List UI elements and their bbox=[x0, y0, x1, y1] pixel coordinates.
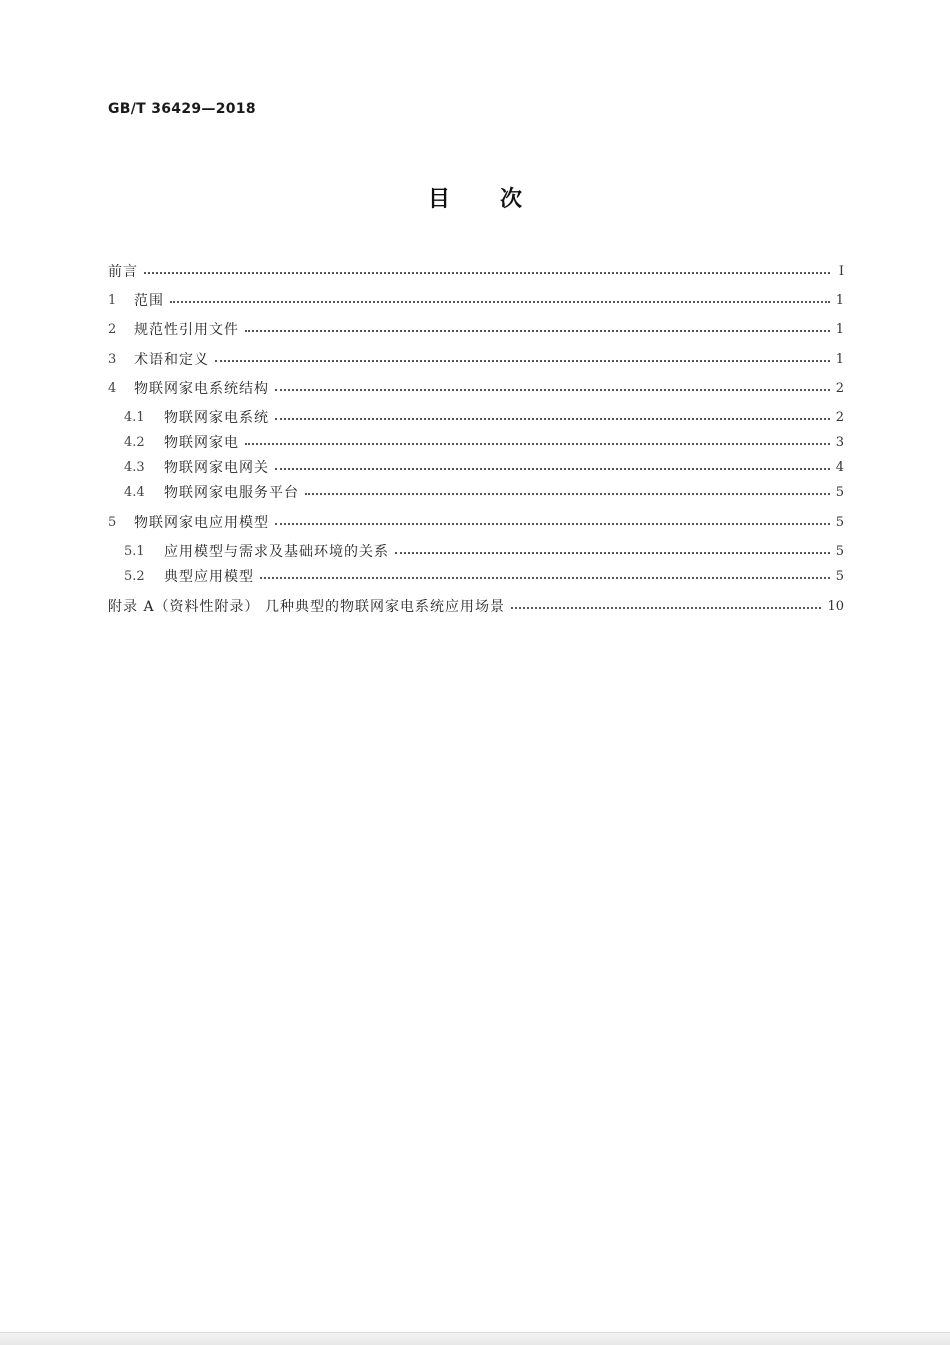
dot-leader bbox=[260, 577, 830, 579]
toc-entry-page: 1 bbox=[835, 292, 844, 308]
toc-entry-label: 物联网家电服务平台 bbox=[164, 485, 299, 501]
toc-entry-number: 3 bbox=[108, 351, 117, 367]
toc-entry-4-4[interactable] bbox=[124, 482, 844, 502]
toc-entry-page: 5 bbox=[835, 484, 844, 500]
toc-entry-number: 4.1 bbox=[124, 409, 145, 425]
toc-entry-page: 3 bbox=[835, 434, 844, 450]
toc-entry-label: 典型应用模型 bbox=[164, 569, 254, 585]
page-bottom-edge bbox=[0, 1332, 950, 1345]
toc-entry-page: Ⅰ bbox=[838, 263, 844, 279]
dot-leader bbox=[395, 552, 830, 554]
toc-entry-number: 4.4 bbox=[124, 484, 145, 500]
page-title bbox=[0, 182, 950, 213]
toc-entry-4-3[interactable] bbox=[124, 457, 844, 477]
dot-leader bbox=[170, 301, 830, 303]
page-title-left: 目 bbox=[427, 187, 450, 212]
toc-entry-page: 1 bbox=[835, 351, 844, 367]
toc-entry-label: 规范性引用文件 bbox=[134, 322, 239, 338]
page-title-right: 次 bbox=[500, 187, 523, 212]
toc-entry-label: 术语和定义 bbox=[134, 352, 209, 368]
toc-entry-5[interactable] bbox=[108, 512, 844, 532]
toc-entry-label: 物联网家电应用模型 bbox=[134, 515, 269, 531]
toc-entry-page: 4 bbox=[835, 459, 844, 475]
toc-entry-page: 5 bbox=[835, 514, 844, 530]
toc-entry-number: 2 bbox=[108, 321, 117, 337]
toc-entry-page: 5 bbox=[835, 543, 844, 559]
toc-entry-page: 5 bbox=[835, 568, 844, 584]
toc-entry-number: 5.2 bbox=[124, 568, 145, 584]
toc-entry-number: 4.2 bbox=[124, 434, 145, 450]
toc-entry-page: 2 bbox=[835, 380, 844, 396]
dot-leader bbox=[511, 607, 821, 609]
toc-entry-number: 4.3 bbox=[124, 459, 145, 475]
toc-entry-number: 5 bbox=[108, 514, 117, 530]
dot-leader bbox=[245, 443, 830, 445]
toc-entry-2[interactable] bbox=[108, 319, 844, 339]
toc-entry-label: 范围 bbox=[134, 293, 164, 309]
dot-leader bbox=[144, 272, 830, 274]
toc-entry-label: 物联网家电 bbox=[164, 435, 239, 451]
dot-leader bbox=[275, 523, 830, 525]
toc-entry-4-1[interactable] bbox=[124, 407, 844, 427]
toc-entry-3[interactable] bbox=[108, 349, 844, 369]
toc-entry-label: 附录 A（资料性附录） 几种典型的物联网家电系统应用场景 bbox=[108, 599, 506, 615]
toc-entry-5-1[interactable] bbox=[124, 541, 844, 561]
toc-entry-label: 物联网家电网关 bbox=[164, 460, 269, 476]
standard-number: GB/T 36429—2018 bbox=[108, 101, 256, 117]
toc-entry-annex-a[interactable] bbox=[108, 596, 844, 616]
toc-entry-label: 物联网家电系统结构 bbox=[134, 381, 269, 397]
dot-leader bbox=[275, 389, 830, 391]
toc-entry-page: 10 bbox=[827, 598, 844, 614]
toc-entry-4[interactable] bbox=[108, 378, 844, 398]
dot-leader bbox=[305, 493, 830, 495]
toc-entry-4-2[interactable] bbox=[124, 432, 844, 452]
toc-entry-1[interactable] bbox=[108, 290, 844, 310]
dot-leader bbox=[215, 360, 830, 362]
dot-leader bbox=[275, 418, 830, 420]
toc-entry-5-2[interactable] bbox=[124, 566, 844, 586]
toc-entry-label: 前言 bbox=[108, 264, 138, 280]
toc-entry-number: 4 bbox=[108, 380, 117, 396]
dot-leader bbox=[275, 468, 830, 470]
toc-entry-foreword[interactable] bbox=[108, 261, 844, 281]
toc-entry-page: 2 bbox=[835, 409, 844, 425]
toc-entry-label: 物联网家电系统 bbox=[164, 410, 269, 426]
toc-entry-page: 1 bbox=[835, 321, 844, 337]
toc-entry-label: 应用模型与需求及基础环境的关系 bbox=[164, 544, 389, 560]
toc-entry-number: 1 bbox=[108, 292, 117, 308]
dot-leader bbox=[245, 330, 830, 332]
toc-entry-number: 5.1 bbox=[124, 543, 145, 559]
